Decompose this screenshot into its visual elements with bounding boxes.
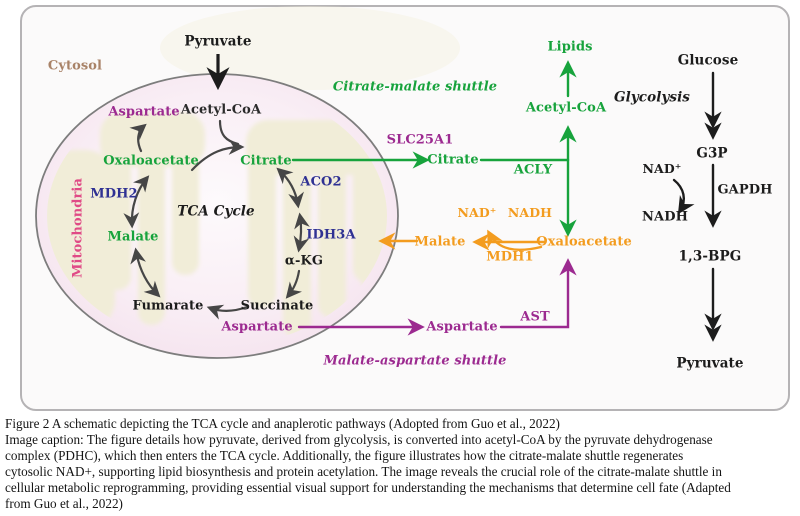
label-glycolysis: Glycolysis <box>613 89 691 106</box>
label-aspartate-cytosol: Aspartate <box>426 319 498 335</box>
label-malate-aspartate-shuttle: Malate-aspartate shuttle <box>323 353 507 369</box>
label-nad-orange: NAD⁺ <box>457 204 497 220</box>
label-nadh-glycolysis: NADH <box>642 209 688 225</box>
label-mitochondria: Mitochondria <box>70 178 86 278</box>
label-g3p: G3P <box>696 145 728 162</box>
label-citrate-cytosol: Citrate <box>427 152 479 168</box>
label-citrate-malate-shuttle: Citrate-malate shuttle <box>332 79 498 95</box>
label-pyruvate-bottom: Pyruvate <box>676 355 744 372</box>
caption-line: cellular metabolic reprogramming, providing essential visual support for understanding the mechanisms that determine cell fate (Adapted <box>5 479 731 495</box>
label-mdh1: MDH1 <box>486 249 534 265</box>
label-oxaloacetate-mito: Oxaloacetate <box>103 153 199 169</box>
label-slc25a1: SLC25A1 <box>386 132 454 148</box>
label-aspartate-mito-bottom: Aspartate <box>221 319 293 335</box>
label-glucose: Glucose <box>677 52 739 69</box>
label-tca-cycle: TCA Cycle <box>177 203 255 220</box>
label-pyruvate-top: Pyruvate <box>184 33 252 50</box>
arrow-nad-to-nadh <box>674 180 684 211</box>
label-mdh2: MDH2 <box>90 186 138 202</box>
label-succinate: Succinate <box>240 298 314 314</box>
label-ast: AST <box>520 309 550 325</box>
label-aspartate-mito-top: Aspartate <box>108 104 180 120</box>
label-nad-glycolysis: NAD⁺ <box>642 160 682 176</box>
label-alpha-kg: α-KG <box>284 253 324 269</box>
label-idh3a: IDH3A <box>306 227 356 243</box>
label-gapdh: GAPDH <box>717 182 773 198</box>
caption-line: Image caption: The figure details how pyruvate, derived from glycolysis, is converted into acetyl-CoA by the pyruvate dehydrogenase <box>5 431 713 447</box>
label-acetyl-coa-mito: Acetyl-CoA <box>180 102 262 118</box>
label-fumarate: Fumarate <box>132 298 204 314</box>
label-cytosol: Cytosol <box>47 58 103 74</box>
figure-caption <box>5 416 797 511</box>
label-oxaloacetate-cytosol: Oxaloacetate <box>536 234 632 250</box>
label-lipids: Lipids <box>547 39 593 55</box>
label-nadh-orange: NADH <box>507 204 553 220</box>
caption-line: cytosolic NAD+, supporting lipid biosynthesis and protein acetylation. The image reveals the crucial role of the citrate-malate shuttle in <box>5 463 722 479</box>
label-acetyl-coa-cytosol: Acetyl-CoA <box>525 100 607 116</box>
label-aco2: ACO2 <box>300 174 342 190</box>
caption-line: Figure 2 A schematic depicting the TCA cycle and anaplerotic pathways (Adopted from Guo et al., 2022) <box>5 416 560 431</box>
label-malate-cytosol: Malate <box>414 234 466 250</box>
label-citrate-mito: Citrate <box>240 153 292 169</box>
glycolysis-arrows <box>674 73 713 338</box>
label-bpg: 1,3-BPG <box>678 248 742 265</box>
caption-line: from Guo et al., 2022) <box>5 495 123 511</box>
label-acly: ACLY <box>513 162 553 178</box>
caption-line: complex (PDHC), which then enters the TCA cycle. Additionally, the figure illustrates how the citrate-malate shuttle regenerates <box>5 447 684 463</box>
label-malate-mito: Malate <box>107 229 159 245</box>
